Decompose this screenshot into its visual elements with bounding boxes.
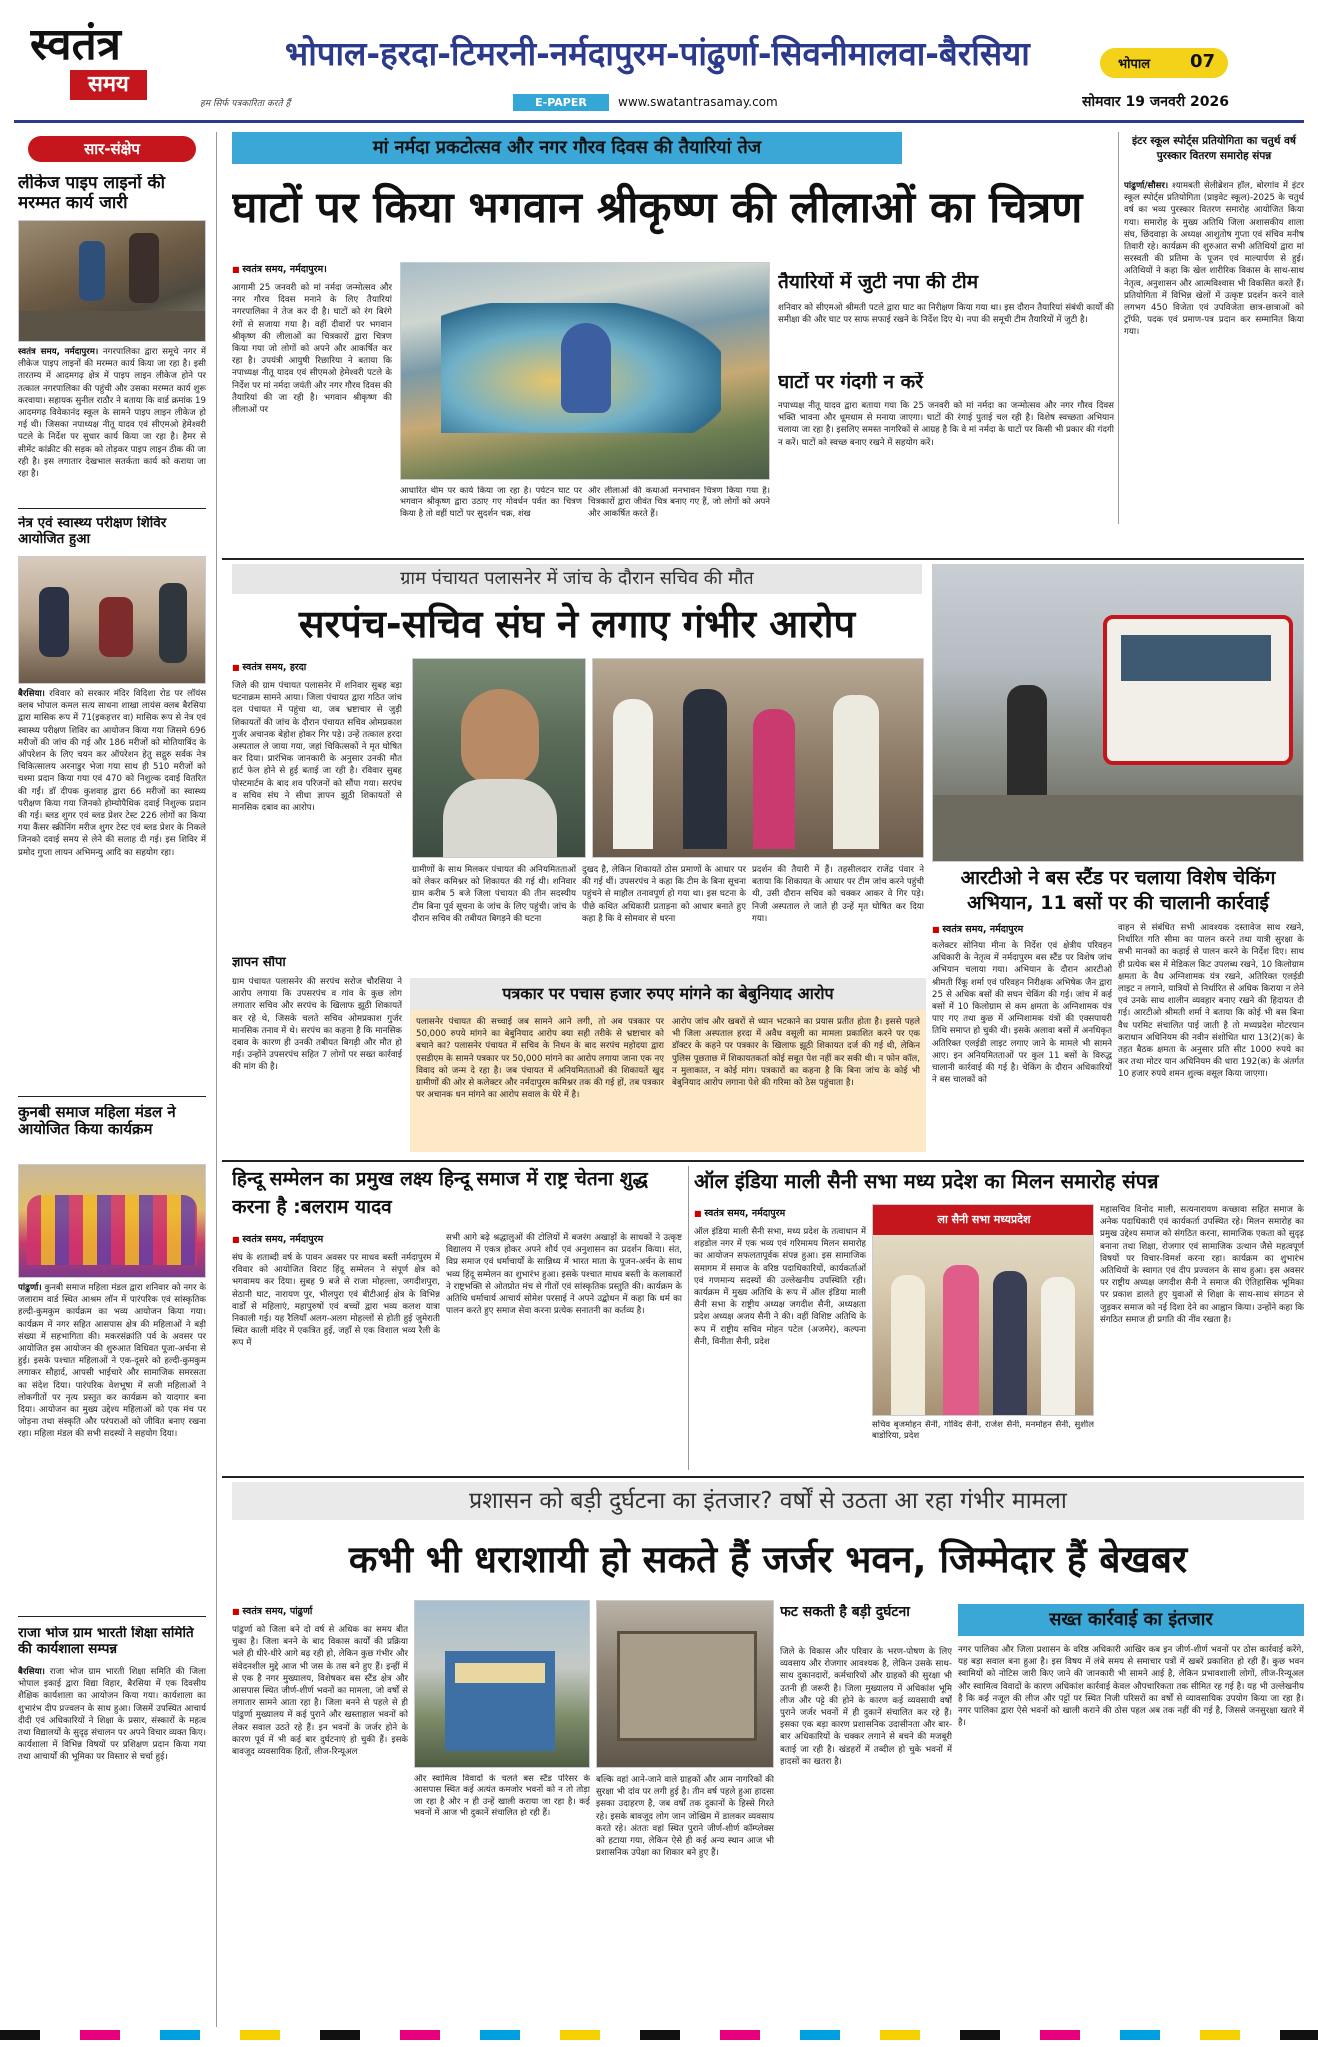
page-number: 07 [1190,51,1216,72]
sidebar-story-2-body: बैरसिया। रविवार को सरकार मंदिर विदिशा रोड पर लॉयंस क्लब भोपाल कमल सत्य साधना शाखा लायंस क्लब बैरसिया द्वारा मासिक रूप में 71(इकहत्तर वा) मासिक रूप से नेत्र एवं स्वास्थ्य परीक्षण शिविर का आयोजन किया गया जिसमे 696 मरीजों की जांच की गई और 186 मरीजों को मोतियाबिंद के ऑपरेशन के लिए चयन कर ऑपरेशन हेतु सद्गुरु सर्वक नेत्र चिकित्सालय अरनाडुर भेजा गया साथ ही 510 मरीजों को चश्मा प्रदान किया गया एवं 470 को निशुल्क दवाई वितरित की गईं। डॉ दीपक कुशवाह द्वारा 66 मरीजों का स्वास्थ्य परीक्षण किया गया जिनको होम्योपैथिक दवाई निशुल्क प्रदान की गई। ब्लड शुगर एवं ब्लड प्रेशर टेस्ट 226 लोगों का किया गया कैंसर स्क्रीनिंग मरीज शुगर टेस्ट एवं ब्लड प्रेशर के निकले जिनको दवाई समय से लेने की सलाह दी गई। इस शिविर में प्रमोद गुप्ता लायन अभिमन्यु आदि का सहयोग रहा। [18,689,206,858]
epaper-badge: E-PAPER [513,94,609,111]
mali-col1: ऑल इंडिया माली सैनी सभा, मध्य प्रदेश के तत्वाधान में शहडोल नगर में एक भव्य एवं गरिमामय मिलन समारोह का आयोजन सफलतापूर्वक संपन्न हुआ। इस सामाजिक समागम में समाज के वरिष्ठ पदाधिकारियों, कार्यकर्ताओं एवं गणमान्य सदस्यों की उल्लेखनीय उपस्थिति रही। कार्यक्रम में मुख्य अतिथि के रूप में ऑल इंडिया माली सैनी सभा के राष्ट्रीय अध्यक्ष जगदीश सैनी, अध्यक्षता प्रदेश अध्यक्ष अजय सैनी ने की। वहीं विशिष्ट अतिथि के रूप में राष्ट्रीय सचिव मोहन पटेल (अजमेर), कल्पना सैनी, विनीता सैनी, प्रदेश [694,1227,866,1347]
edition-name: भोपाल [1118,57,1151,72]
mid-col1b: ग्राम पंचायत पलासनेर की सरपंच सरोज चौरसिया ने आरोप लगाया कि उपसरपंच व गांव के कुछ लोग लगातार सचिव और सरपंच के खिलाफ झूठी शिकायतें कर रहे थे, जिसके चलते सचिव ओमप्रकाश गुर्जर मानसिक तनाव में थे। सरपंच का कहना है कि मानसिक दबाव के कारण ही उनकी तबीयत बिगड़ी और मौत हो गई। उन्होंने उपसरपंच सहित 7 लोगों पर सख्त कार्रवाई की मांग की है। [232,977,402,1073]
bottom-dateline: ■ स्वतंत्र समय, पांढुर्णा [232,1604,432,1617]
top-dateline: ■ स्वतंत्र समय, नर्मदापुरम। [232,262,422,275]
edition-cities: भोपाल-हरदा-टिमरनी-नर्मदापुरम-पांढुर्णा-सिवनीमालवा-बैरसिया [285,34,1030,73]
mali-col3: महासचिव विनोद माली, सत्यनारायण कच्छावा सहित समाज के अनेक पदाधिकारी एवं कार्यकर्ता उपस्थित रहे। मिलन समारोह का प्रमुख उद्देश्य समाज को संगठित करना, सामाजिक एकता को सुदृढ़ बनाना तथा शिक्षा, रोजगार एवं सामाजिक उत्थान जैसे महत्वपूर्ण विषयों पर विचार-विमर्श करना रहा। कार्यक्रम का शुभारंभ अतिथियों के स्वागत एवं दीप प्रज्वलन के साथ हुआ। इस अवसर पर राष्ट्रीय अध्यक्ष जगदीश सैनी ने समाज की ऐतिहासिक भूमिका पर प्रकाश डालते हुए युवाओं से शिक्षा के साथ-साथ संगठन से जुड़कर समाज को नई दिशा देने का आह्वान किया। उन्होंने कहा कि संगठित समाज ही प्रगति की नींव रखता है। [1100,1205,1304,1325]
bus-col2: वाहन से संबंधित सभी आवश्यक दस्तावेज साथ रखने, निर्धारित गति सीमा का पालन करने तथा यात्री सुरक्षा के सभी मानकों का कड़ाई से पालन करने के निर्देश दिए। साथ ही प्रत्येक बस में मेडिकल किट उपलब्ध रखने, 10 किलोग्राम क्षमता के वैध अग्निशामक यंत्र रखने, अतिरिक्त एलईडी लाइट न लगाने, यात्रियों से निर्धारित से अधिक किराया न लेने एवं उनके साथ शालीन व्यवहार बनाए रखने की हिदायत दी गई। आरटीओ श्रीमती शर्मा ने बताया कि कोई भी बस बिना वैध परमिट संचालित पाई जाती है तो मध्यप्रदेश मोटरयान कराधान अधिनियम की नवीन संशोधित धारा 13(2)(क) के तहत बैठक क्षमता के अनुसार प्रति सीट 1000 रुपये का कर तथा मोटर यान अधिनियम की धारा 192(क) के अंतर्गत 10 हजार रुपये शमन शुल्क वसूल किया जाएगा। [1118,923,1304,1080]
top-sub2-heading: घाटों पर गंदगी न करें [778,372,923,393]
sidebar-story-2-photo [18,556,206,684]
journalist-box-title: पत्रकार पर पचास हजार रुपए मांगने का बेबुनियाद आरोप [410,978,926,1010]
sidebar [14,132,210,2027]
sidebar-story-3-body: पांढुर्णा। कुनबी समाज महिला मंडल द्वारा शनिवार को नगर के जलाराम वार्ड स्थित आश्रम लॉन में पारंपरिक एवं सांस्कृतिक हल्दी-कुमकुम कार्यक्रम का भव्य आयोजन किया गया। कार्यक्रम में नगर सहित आसपास क्षेत्र की महिलाओं ने बड़ी संख्या में सहभागिता की। मकरसंक्रांति पर्व के अवसर पर आयोजित इस आयोजन की शुरुआत विधिवत पूजा-अर्चना से हुई। इसके पश्चात महिलाओं ने एक-दूसरे को हल्दी-कुमकुम लगाकर सौहार्द, आपसी भाईचारे और सामाजिक समरसता का संदेश दिया। पारंपरिक वेशभूषा में सजी महिलाओं ने लोकगीतों पर नृत्य प्रस्तुत कर कार्यक्रम को यादगार बना दिया। आयोजन का मुख्य उद्देश्य महिलाओं को एक मंच पर जोड़ना तथा संस्कृति और परंपराओं को जीवित बनाए रखना रहा। महिला मंडल की सभी सदस्यों ने सहयोग दिया। [18,1283,206,1440]
bus-dateline: ■ स्वतंत्र समय, नर्मदापुरम [932,922,1112,935]
mali-headline: ऑल इंडिया माली सैनी सभा मध्य प्रदेश का मिलन समारोह संपन्न [694,1169,1159,1193]
sidebar-header: सार-संक्षेप [28,136,196,162]
mali-photo-caption: सचिव बृजमोहन सैनी, गोविंद सैनी, राजेश सैनी, मनमोहन सैनी, सुशील बाडोरिया, प्रदेश [872,1420,1094,1442]
mid-kicker: ग्राम पंचायत पलासनेर में जांच के दौरान सचिव की मौत [232,564,922,594]
mali-photo-banner: ला सैनी सभा मध्यप्रदेश [873,1205,1094,1235]
logo-line1: स्वतंत्र [30,22,121,70]
bottom-photo-2 [596,1600,774,1768]
color-strip [0,2030,1318,2040]
right-brief-body: पांढुर्णा/सौसर। श्यामबती सेलीब्रेशन हॉल, बोरगांव में इंटर स्कूल स्पोर्ट्स प्रतियोगिता (प्राइवेट स्कूल)-2025 के चतुर्थ वर्ष का भव्य पुरस्कार वितरण समारोह आयोजित किया गया। समारोह के मुख्य अतिथि जिला अशासकीय शाला संघ, छिंदवाड़ा के अध्यक्ष आशुतोष गुप्ता एवं संचिव मनीष तिवारी रहे। कार्यक्रम की शुरुआत सभी अतिथियों द्वारा मां सरस्वती की प्रतिमा के पूजन एवं माल्यार्पण से हुई। अतिथियों ने कहा कि खेल शारीरिक विकास के साथ-साथ नेतृत्व, अनुशासन और आत्मविश्वास भी विकसित करते हैं। प्रतियोगिता में विभिन्न खेलों में उत्कृष्ट प्रदर्शन करने वाले लगभग 450 विजेता एवं उपविजेता छात्र-छात्राओं को ट्रॉफी, पदक एवं प्रमाण-पत्र प्रदान कर सम्मानित किया गया। [1124,181,1304,338]
journalist-box-col1: पलासनेर पंचायत की सच्चाई जब सामने आने लगी, तो अब पत्रकार पर 50,000 रुपये मांगने का बेबुनियाद आरोप क्या सही तरीके से भ्रष्टाचार को बचाने का? पलासनेर पंचायत में सचिव के निधन के बाद सरपंच महोदया द्वारा एसडीएम के सामने पत्रकार पर 50,000 मांगने का आरोप लगाया जाना एक नए विवाद को जन्म दे रहा है। जब पंचायत में अनियमितताओं की शिकायतें खुद ग्रामीणों की ओर से कलेक्टर और नर्मदापुरम कमिश्नर तक की गई हों, तब पत्रकार पर अचानक धन मांगने का आरोप सवाल के घेरे में है। [416,1017,664,1101]
logo-line2: समय [70,70,147,100]
logo [30,22,215,122]
bottom-col3: बल्कि वहां आने-जाने वाले ग्राहकों और आम नागरिकों की सुरक्षा भी दांव पर लगी हुई है। तीन वर्ष पहले हुआ हादसा इसका उदाहरण है, जब वर्षों तक दुकानों के हिस्से गिरते रहे। इसके बावजूद लोग जान जोखिम में डालकर व्यवसाय करते रहे। अंततः वहां स्थित पुराने जीर्ण-शीर्ण कॉम्प्लेक्स को हटाया गया, लेकिन ऐसे ही कई अन्य स्थान आज भी प्रशासनिक उपेक्षा का शिकार बने हुए हैं। [596,1775,774,1859]
sidebar-story-4-title: राजा भोज ग्राम भारती शिक्षा समिति की कार्यशाला सम्पन्न [18,1626,194,1657]
mid-headline: सरपंच-सचिव संघ ने लगाए गंभीर आरोप [298,602,856,646]
sidebar-divider [18,1616,206,1617]
tagline: हम सिर्फ पत्रकारिता करते हैं [200,99,291,109]
sidebar-story-3-title: कुनबी समाज महिला मंडल ने आयोजित किया कार्यक्रम [18,1104,176,1139]
sidebar-story-4-body: बैरसिया। राजा भोज ग्राम भारती शिक्षा समिति की जिला भोपाल इकाई द्वारा विद्या विहार, बैरसिया में एक दिवसीय शैक्षिक कार्यशाला का आयोजन किया गया। कार्यशाला का शुभारंभ दीप प्रज्वलन के साथ हुआ। जिसमें उपस्थित आचार्य दीदी एवं अधिकारियों ने शिक्षा के प्रसार, संस्कारों के महत्व तथा विद्यालयों के सुदृढ़ संचालन पर अपने विचार व्यक्त किए। कार्यशाला में विभिन्न विषयों पर प्रशिक्षण प्रदान किया गया तथा आचार्यों की भूमिका पर विस्तार से चर्चा हुई। [18,1667,206,1763]
top-headline: घाटों पर किया भगवान श्रीकृष्ण की लीलाओं का चित्रण [232,183,1083,233]
bottom-col1: पांढुर्णा को जिला बने दो वर्ष से अधिक का समय बीत चुका है। जिला बनने के बाद विकास कार्यों की प्रक्रिया भले ही धीरे-धीरे आगे बढ़ रही हो, लेकिन कुछ गंभीर और संवेदनशील मुद्दे आज भी जस के तस बने हुए हैं। इन्हीं में से एक है नगर मुख्यालय, विशेषकर बस स्टैंड क्षेत्र और आसपास स्थित जीर्ण-शीर्ण भवनों का मामला, जो वर्षों से लगातार सामने आता रहा है। जिला बनने से पहले से ही पांढुर्णा मुख्यालय में कई पुराने और खस्ताहाल भवनों को लेकर सवाल उठते रहे हैं। इन भवनों के जर्जर होने के कारण पूर्व में भी कई बार दुर्घटनाएं हो चुकी हैं। इसके बावजूद व्यवसायिक हितों, लीज-रिन्यूअल [232,1625,408,1758]
bus-photo [932,564,1304,862]
sidebar-story-1-photo [18,220,206,342]
masthead [0,0,1318,128]
section-divider [222,558,1304,560]
journalist-box-col2: आरोप जांच और खबरों से ध्यान भटकाने का प्रयास प्रतीत होता है। इससे पहले भी जिला अस्पताल हरदा में अवैध वसूली का मामला प्रकाशित करने पर एक डॉक्टर के कहने पर पत्रकार के खिलाफ झूठी शिकायत दर्ज की गई थी, लेकिन पुलिस पूछताछ में शिकायतकर्ता कोई सबूत पेश नहीं कर सकी थी। न फोन कॉल, न मुलाकात, न कोई मांग। पत्रकारों का कहना है कि बिना जांच के कोई भी बेबुनियाद आरोप लगाना पेशे की गरिमा को ठेस पहुंचाता है। [672,1017,920,1089]
top-sub2-body: नपाध्यक्ष नीतू यादव द्वारा बताया गया कि 25 जनवरी को मां नर्मदा का जन्मोत्सव और नगर गौरव दिवस भक्ति भावना और धूमधाम से मनाया जाएगा। घाटों की रंगाई पुताई चल रही है। विशेष स्वच्छता अभियान चलाया जा रहा है। इसलिए समस्त नागरिकों से आग्रह है कि वे मां नर्मदा के घाटों पर किसी भी प्रकार की गंदगी न करें। घाटों को स्वच्छ बनाए रखने में सहयोग करें। [778,401,1114,448]
top-col1: आगामी 25 जनवरी को मां नर्मदा जन्मोत्सव और नगर गौरव दिवस मनाने के लिए तैयारियां नगरपालिका ने तेज कर दी है। घाटों को रंग बिरंगे रंगों से सजाया गया है। वहीं दीवारों पर भगवान श्रीकृष्ण की लीलाओं का चित्रकारों द्वारा चित्रण किया गया जो लोगों को अपने और आकर्षित कर रहा है। उपयंत्री आयुषी रिछारिया ने बताया कि नपाध्यक्ष नीतू यादव एवं सीएमओ हेमेश्वरी पटले के निर्देश पर मां नर्मदा जयंती और नगर गौरव दिवस की तैयारियां की जा रही है। भगवान श्रीकृष्ण की लीलाओं पर [232,283,392,416]
bottom-sub2-heading: सख्त कार्रवाई का इंतजार [958,1604,1304,1636]
journalist-box [410,978,926,1152]
bottom-photo-1 [414,1600,590,1768]
hindu-headline: हिन्दू सम्मेलन का प्रमुख लक्ष्य हिन्दू समाज में राष्ट्र चेतना शुद्ध करना है :बलराम यादव [232,1168,648,1218]
sidebar-divider [18,1096,206,1097]
website-link[interactable]: www.swatantrasamay.com [618,95,778,109]
bottom-kicker: प्रशासन को बड़ी दुर्घटना का इंतजार? वर्षों से उठता आ रहा गंभीर मामला [232,1482,1304,1520]
bus-headline: आरटीओ ने बस स्टैंड पर चलाया विशेष चेकिंग अभियान, 11 बसों पर की चालानी कार्रवाई [960,867,1276,914]
mid-photo-column: ग्रामीणों के साथ मिलकर पंचायत की अनियमितताओं को लेकर कमिश्नर को शिकायत की गई थी। शनिवार ग्राम करीब 5 बजे जिला पंचायत की तीन सदस्यीय टीम बिना पूर्व सूचना के जांच के लिए पहुंची। जांच के दौरान सचिव की तबीयत बिगड़ने की घटना [412,865,576,924]
sidebar-story-1-title: लीकेज पाइप लाइनों की मरम्मत कार्य जारी [18,174,165,213]
top-photo-caption-a: आधारित थीम पर कार्य किया जा रहा है। पर्यटन घाट पर भगवान श्रीकृष्ण द्वारा उठाए गए गोवर्धन पर्वत का चित्रण किया है तो वहीं घाटों पर सुदर्शन चक्र, शंख [400,486,582,519]
mali-photo [872,1204,1094,1416]
mid-col3: दुखद है, लेकिन शिकायतें ठोस प्रमाणों के आधार पर की गई थीं। उपसरपंच ने कहा कि टीम के बिना सूचना पहुंचने से माहौल तनावपूर्ण हो गया था। इस घटना के पीछे कथित अधिकारी प्रताड़ना को आधार बनाते हुए कहा है कि वे सोमवार से धरना [582,865,746,924]
top-sub1-heading: तैयारियों में जुटी नपा की टीम [778,272,979,293]
bottom-sub2-body: नगर पालिका और जिला प्रशासन के वरिष्ठ अधिकारी आखिर कब इन जीर्ण-शीर्ण भवनों पर ठोस कार्रवाई करेंगे, यह बड़ा सवाल बना हुआ है। इस विषय में लंबे समय से समाचार पत्रों में खबरें प्रकाशित हो रही हैं। कुछ भवन स्वामियों को नोटिस जारी किए जाने की जानकारी भी सामने आई है, लेकिन प्रभावशाली लोगों, लीज-रिन्यूअल और स्वामित्व विवादों के कारण अधिकांश कार्रवाई केवल औपचारिकता तक सीमित रह गई है। यह भी उल्लेखनीय है कि कई नजूल की लीज और पट्टों पर स्थित निजी परिसरों का वर्षों से व्यावसायिक उपयोग किया जा रहा है। नगर पालिका द्वारा ऐसे भवनों को खाली कराने की ठोस पहल अब तक नहीं की गई है, जिससे जनसुरक्षा खतरे में है। [958,1645,1304,1729]
masthead-divider [14,120,1304,123]
hindu-dateline: ■ स्वतंत्र समय, नर्मदापुरम [232,1232,432,1245]
bus-col1: कलेक्टर सोनिया मीना के निर्देश एवं क्षेत्रीय परिवहन अधिकारी के नेतृत्व में नर्मदापुरम बस स्टैंड पर विशेष जांच अभियान चलाया गया। अभियान के दौरान आरटीओ श्रीमती रिंकू शर्मा एवं परिवहन निरीक्षक अभिषेक जैन द्वारा 25 से अधिक बसों की सघन चेकिंग की गई। जांच में कई बसों में 10 किलोग्राम से कम क्षमता के अग्निशामक यंत्र पाए गए तथा कुछ में अग्निशामक यंत्रों की एक्सपायरी तिथि समाप्त हो चुकी थी। इसके अलावा बसों में अनधिकृत अतिरिक्त एलईडी लाइट लगाए जाने के मामले भी सामने आए। इन अनियमितताओं पर कुल 11 बसों के विरुद्ध चालानी कार्रवाई की गई है। चेकिंग के दौरान अधिकारियों ने बस चालकों को [932,941,1112,1086]
top-photo-mural [400,262,770,480]
mid-photo-group [592,658,924,858]
mali-dateline: ■ स्वतंत्र समय, नर्मदापुरम [694,1206,894,1219]
mid-dateline: ■ स्वतंत्र समय, हरदा [232,660,432,673]
top-kicker: मां नर्मदा प्रकटोत्सव और नगर गौरव दिवस की तैयारियां तेज [232,132,902,164]
top-sub1-body: शनिवार को सीएमओ श्रीमती पटले द्वारा घाट का निरीक्षण किया गया था। इस दौरान तैयारियां संबंधी कार्यों की समीक्षा की और घाट पर साफ सफाई रखने के निर्देश दिए थे। नपा की समूची टीम तैयारियों में जुटी है। [778,303,1114,326]
bottom-sub1-heading: फट सकती है बड़ी दुर्घटना [780,1604,910,1620]
top-photo-caption-b: और लीलाओं की कथाओं मनभावन चित्रण किया गया है। चित्रकारों द्वारा जीवंत चित्र बनाए गए हैं, जो लोगों को अपने और आकर्षित करते हैं। [588,486,770,519]
section-divider [222,1160,1304,1162]
sidebar-story-1-body: स्वतंत्र समय, नर्मदापुरम। नगरपालिका द्वारा समूचे नगर में लीकेज पाइप लाइनों की मरम्मत कार्य किया जा रहा है। इसी तारतम्य में आदमगढ़ क्षेत्र में पाइप लाइन लीकेज होने पर तत्काल नगरपालिका की पहुंची और उसका मरम्मत कार्य शुरू करवाया। सहायक सुनील राठौर ने बताया कि वार्ड क्रमांक 19 आदमगढ़ विवेकानंद स्कूल के सामने पाइप लाइन लीकेज हो गई थी। जिसका नपाध्यक्ष नीतू यादव एवं सीएमओ हेमेश्वरी पटले के निर्देश पर सुधार कार्य किया जा रहा है। हैमर से सीमेंट कांक्रीट की सड़क को तोड़कर पाइप लाइन ठीक की जा रही है। इस लगातार देखभाल सतर्कता कार्य को कराया जा रहा है। [18,347,206,480]
sidebar-story-3-photo [18,1164,206,1278]
mid-col4: प्रदर्शन की तैयारी में हैं। तहसीलदार राजेंद्र पंवार ने बताया कि शिकायत के आधार पर टीम जांच करने पहुंची थी, उसी दौरान सचिव को चक्कर आकर वे गिर पड़े। निजी अस्पताल ले जाते ही उन्हें मृत घोषित कर दिया गया। [752,865,924,924]
sidebar-divider [18,508,206,509]
bottom-headline: कभी भी धराशायी हो सकते हैं जर्जर भवन, जिम्मेदार हैं बेखबर [348,1538,1188,1581]
date-line: सोमवार 19 जनवरी 2026 [1082,94,1229,110]
right-brief-title: इंटर स्कूल स्पोर्ट्स प्रतियोगिता का चतुर्थ वर्ष पुरस्कार वितरण समारोह संपन्न [1132,135,1296,163]
sidebar-story-2-title: नेत्र एवं स्वास्थ्य परीक्षण शिविर आयोजित हुआ [18,516,167,547]
bottom-sub1-body: जिले के विकास और परिवार के भरण-पोषण के लिए व्यवसाय और रोजगार आवश्यक है, लेकिन उसके साथ-साथ दुकानदारों, कर्मचारियों और ग्राहकों की सुरक्षा भी उतनी ही जरूरी है। जिला मुख्यालय में अधिकांश भूमि लीज और पट्टे की होने के कारण कई व्यवसायी वर्षों पुराने जर्जर भवनों में ही दुकानें संचालित कर रहे हैं। इसका एक बड़ा कारण प्रशासनिक उदासीनता और बार-बार अधिकारियों के चक्कर लगाने से बचने की मजबूरी बताई जा रही है। खंडहरों में तब्दील हो चुके भवनों में हादसों का खतरा है। [780,1647,952,1767]
section-divider [222,1476,1304,1478]
mid-photo-portrait [412,658,586,858]
mid-column-rule [688,1166,689,1470]
hindu-col1: संघ के शताब्दी वर्ष के पावन अवसर पर माधव बस्ती नर्मदापुरम में रविवार को आयोजित विराट हिंदू सम्मेलन ने संपूर्ण क्षेत्र को भगवामय कर दिया। सुबह 9 बजे से राजा मोहल्ला, जगदीशपुरा, सेठानी घाट, नारायण पुर, भीलपुरा एवं बीटीआई क्षेत्र के विभिन्न वार्डों से महिलाएं, महापुरुषों एवं बच्चों द्वारा भव्य कलश यात्रा निकाली गई। यह रैलियाँ अलग-अलग मोहल्लों से होती हुई जुमेराती स्थित काली मंदिर में एकत्रित हुई, जहाँ से एक विशाल भव्य रैली के रूप में [232,1253,440,1349]
mid-col1: जिले की ग्राम पंचायत पलासनेर में शनिवार सुबह बड़ा घटनाक्रम सामने आया। जिला पंचायत द्वारा गठित जांच दल पंचायत में पहुंचा था, जब भ्रष्टाचार से जुड़ी शिकायतों की जांच के दौरान पंचायत सचिव ओमप्रकाश गुर्जर अचानक बेहोश होकर गिर पड़े। उन्हें तत्काल हरदा अस्पताल ले जाया गया, जहां चिकित्सकों ने मृत घोषित कर दिया। प्रारंभिक जानकारी के अनुसार उनकी मौत हार्ट फेल होने से हुई बताई जा रही है। रविवार सुबह पोस्टमार्टम के बाद शव परिजनों को सौंपा गया। सरपंच व सचिव संघ ने सीधा ज्ञापन झूठी शिकायतों से मानसिक दबाव का आरोप। [232,681,402,814]
sidebar-column-rule [216,132,217,2027]
mid-sub-heading: ज्ञापन सौंपा [232,956,286,970]
bottom-photo-caption: और स्वामित्व विवादों के चलते बस स्टैंड परिसर के आसपास स्थित कई अत्यंत कमजोर भवनों को न तो तोड़ा जा रहा है और न ही उन्हें खाली कराया जा रहा है। कई भवनों में आज भी दुकानें संचालित हो रही हैं। [414,1774,590,1819]
right-column-rule [1118,132,1119,524]
hindu-col2: सभी आगे बढ़े श्रद्धालुओं की टोलियों में बजरंग अखाड़ों के साधकों ने उत्कृष्ट विद्यालय में एकत्र होकर अपने शौर्य एवं अनुशासन का प्रदर्शन किया। संत, विप्र समाज एवं धर्माचार्यों के सान्निध्य में भारत माता के पूजन-अर्चन के साथ भव्य हिंदू सम्मेलन का शुभारंभ हुआ। इसके पश्चात माधव बस्ती के कलाकारों ने राष्ट्रभक्ति से ओतप्रोत मंच से गीतों एवं सांस्कृतिक प्रस्तुति की। कार्यक्रम के अतिथि धर्माचार्य आचार्य सोमेश परसाई ने अपने उद्बोधन में कहा कि धर्म का पालन करते हुए समाज सेवा करना प्रत्येक सनातनी का कर्तव्य है। [446,1233,682,1317]
edition-badge [1100,48,1228,78]
